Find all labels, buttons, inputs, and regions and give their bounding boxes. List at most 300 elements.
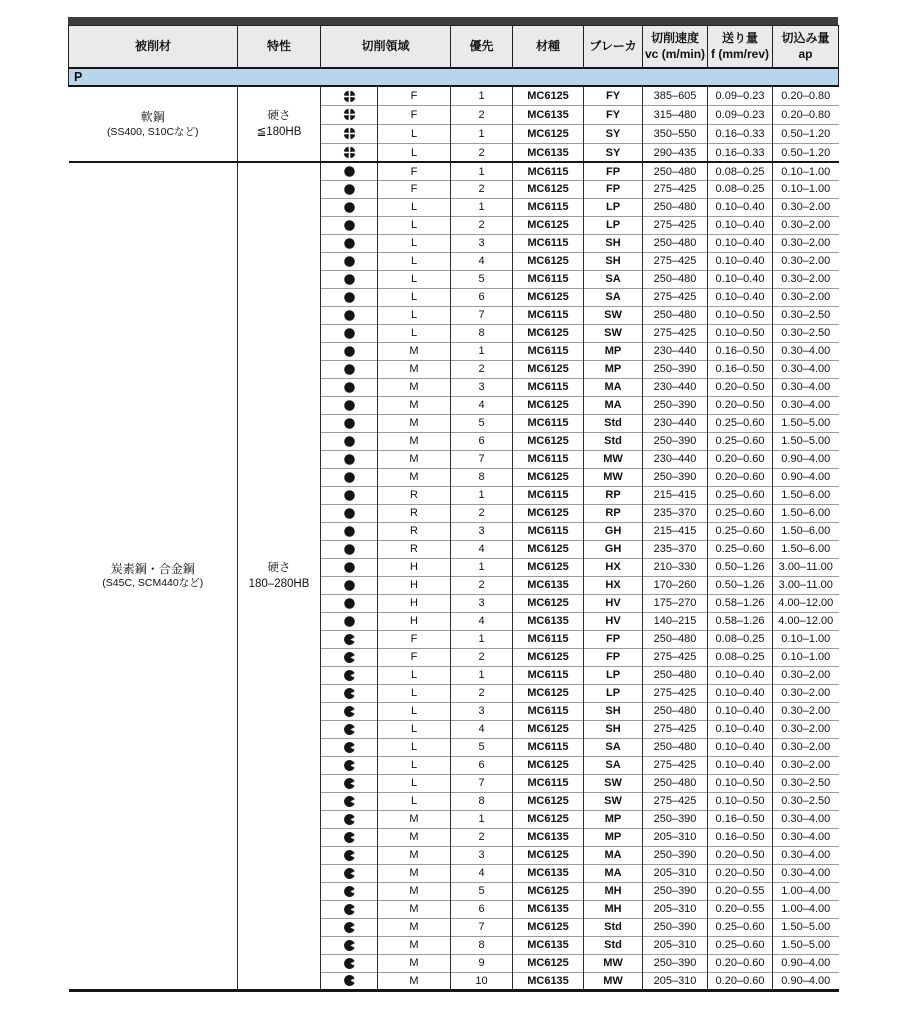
cutting-region-icon-cell: [321, 252, 378, 270]
cutting-conditions-table: [68, 17, 838, 992]
priority-cell: 1: [451, 810, 513, 828]
cutting-region-cell: R: [378, 486, 451, 504]
cutting-region-icon-cell: [321, 684, 378, 702]
depth-cell: 0.30–4.00: [773, 864, 839, 882]
breaker-cell: LP: [584, 666, 643, 684]
cutting-speed-cell: 250–480: [643, 270, 708, 288]
clover-icon: [343, 90, 356, 103]
priority-cell: 4: [451, 396, 513, 414]
filled-circle-icon: [343, 489, 356, 502]
priority-cell: 1: [451, 630, 513, 648]
cutting-region-cell: H: [378, 558, 451, 576]
feed-cell: 0.20–0.60: [708, 468, 773, 486]
grade-cell: MC6115: [513, 162, 584, 180]
depth-cell: 1.50–5.00: [773, 918, 839, 936]
feed-cell: 0.10–0.40: [708, 234, 773, 252]
grade-cell: MC6115: [513, 234, 584, 252]
clover-icon: [343, 108, 356, 121]
cutting-region-icon-cell: [321, 666, 378, 684]
cutting-speed-cell: 250–390: [643, 810, 708, 828]
depth-cell: 0.30–2.50: [773, 306, 839, 324]
col-header-feed: [708, 26, 773, 69]
feed-cell: 0.09–0.23: [708, 105, 773, 124]
feed-cell: 0.20–0.55: [708, 882, 773, 900]
depth-cell: 1.50–5.00: [773, 414, 839, 432]
material-cell: [69, 86, 238, 162]
feed-cell: 0.16–0.50: [708, 810, 773, 828]
grade-cell: MC6125: [513, 810, 584, 828]
breaker-cell: MP: [584, 360, 643, 378]
notched-circle-icon: [343, 957, 356, 970]
cutting-speed-cell: 230–440: [643, 378, 708, 396]
breaker-cell: MA: [584, 378, 643, 396]
priority-cell: 2: [451, 216, 513, 234]
grade-cell: MC6125: [513, 540, 584, 558]
feed-cell: 0.10–0.40: [708, 702, 773, 720]
cutting-region-cell: L: [378, 756, 451, 774]
grade-cell: MC6135: [513, 576, 584, 594]
grade-cell: MC6115: [513, 774, 584, 792]
cutting-speed-cell: 250–390: [643, 432, 708, 450]
priority-cell: 10: [451, 972, 513, 990]
cutting-region-icon-cell: [321, 306, 378, 324]
priority-cell: 2: [451, 684, 513, 702]
cutting-region-cell: M: [378, 468, 451, 486]
grade-cell: MC6125: [513, 216, 584, 234]
notched-circle-icon: [343, 831, 356, 844]
depth-cell: 0.30–2.00: [773, 702, 839, 720]
depth-cell: 0.20–0.80: [773, 105, 839, 124]
feed-cell: 0.10–0.40: [708, 738, 773, 756]
breaker-cell: MW: [584, 468, 643, 486]
cutting-speed-cell: 170–260: [643, 576, 708, 594]
priority-cell: 5: [451, 738, 513, 756]
breaker-cell: GH: [584, 540, 643, 558]
grade-cell: MC6115: [513, 198, 584, 216]
cutting-region-icon-cell: [321, 378, 378, 396]
cutting-speed-cell: 205–310: [643, 936, 708, 954]
feed-cell: 0.58–1.26: [708, 594, 773, 612]
cutting-speed-cell: 250–480: [643, 630, 708, 648]
breaker-cell: HX: [584, 558, 643, 576]
filled-circle-icon: [343, 201, 356, 214]
breaker-cell: SH: [584, 252, 643, 270]
breaker-cell: SY: [584, 124, 643, 143]
depth-cell: 0.30–2.50: [773, 324, 839, 342]
grade-cell: MC6135: [513, 828, 584, 846]
priority-cell: 5: [451, 414, 513, 432]
cutting-speed-cell: 250–480: [643, 702, 708, 720]
col-header-cutting-region: 切削領域: [321, 26, 451, 69]
cutting-speed-cell: 250–390: [643, 846, 708, 864]
notched-circle-icon: [343, 939, 356, 952]
cutting-region-icon-cell: [321, 828, 378, 846]
feed-cell: 0.10–0.50: [708, 324, 773, 342]
cutting-speed-cell: 275–425: [643, 180, 708, 198]
depth-cell: 1.00–4.00: [773, 900, 839, 918]
breaker-cell: SH: [584, 234, 643, 252]
grade-cell: MC6125: [513, 648, 584, 666]
notched-circle-icon: [343, 687, 356, 700]
feed-cell: 0.10–0.40: [708, 270, 773, 288]
cutting-region-icon-cell: [321, 954, 378, 972]
priority-cell: 7: [451, 774, 513, 792]
cutting-speed-cell: 250–480: [643, 738, 708, 756]
grade-cell: MC6115: [513, 522, 584, 540]
depth-cell: 1.00–4.00: [773, 882, 839, 900]
material-name: 炭素鋼・合金鋼: [110, 562, 195, 577]
feed-cell: 0.10–0.40: [708, 216, 773, 234]
breaker-cell: Std: [584, 432, 643, 450]
col-header-grade: 材種: [513, 26, 584, 69]
priority-cell: 4: [451, 612, 513, 630]
cutting-speed-cell: 250–480: [643, 234, 708, 252]
cutting-region-icon-cell: [321, 216, 378, 234]
cutting-region-icon-cell: [321, 846, 378, 864]
cutting-region-cell: M: [378, 450, 451, 468]
breaker-cell: SW: [584, 774, 643, 792]
cutting-speed-cell: 250–480: [643, 774, 708, 792]
grade-cell: MC6125: [513, 288, 584, 306]
material-cell: [69, 162, 238, 990]
cutting-region-cell: M: [378, 342, 451, 360]
priority-cell: 8: [451, 936, 513, 954]
cutting-region-cell: L: [378, 306, 451, 324]
depth-cell: 0.50–1.20: [773, 143, 839, 162]
cutting-region-icon-cell: [321, 972, 378, 990]
feed-cell: 0.10–0.40: [708, 684, 773, 702]
cutting-speed-cell: 275–425: [643, 684, 708, 702]
material-detail: (S45C, SCM440など): [102, 577, 204, 590]
breaker-cell: Std: [584, 414, 643, 432]
breaker-cell: SA: [584, 756, 643, 774]
priority-cell: 2: [451, 504, 513, 522]
depth-cell: 0.30–4.00: [773, 378, 839, 396]
cutting-region-icon-cell: [321, 180, 378, 198]
feed-cell: 0.08–0.25: [708, 630, 773, 648]
cutting-region-icon-cell: [321, 198, 378, 216]
priority-cell: 1: [451, 342, 513, 360]
priority-cell: 6: [451, 288, 513, 306]
grade-cell: MC6115: [513, 738, 584, 756]
cutting-region-icon-cell: [321, 234, 378, 252]
cutting-speed-cell: 250–390: [643, 396, 708, 414]
grade-cell: MC6115: [513, 306, 584, 324]
cutting-speed-cell: 140–215: [643, 612, 708, 630]
breaker-cell: FY: [584, 86, 643, 105]
cutting-region-cell: M: [378, 846, 451, 864]
grade-cell: MC6125: [513, 432, 584, 450]
cutting-speed-cell: 275–425: [643, 648, 708, 666]
feed-cell: 0.25–0.60: [708, 432, 773, 450]
breaker-cell: FP: [584, 180, 643, 198]
depth-cell: 0.30–2.00: [773, 720, 839, 738]
filled-circle-icon: [343, 471, 356, 484]
cutting-region-cell: L: [378, 738, 451, 756]
cutting-speed-cell: 275–425: [643, 216, 708, 234]
priority-cell: 6: [451, 756, 513, 774]
table-top-bar: [68, 17, 838, 25]
cutting-region-cell: L: [378, 216, 451, 234]
notched-circle-icon: [343, 705, 356, 718]
notched-circle-icon: [343, 885, 356, 898]
breaker-cell: HX: [584, 576, 643, 594]
grade-cell: MC6125: [513, 684, 584, 702]
notched-circle-icon: [343, 723, 356, 736]
grade-cell: MC6125: [513, 504, 584, 522]
priority-cell: 2: [451, 828, 513, 846]
feed-cell: 0.20–0.60: [708, 450, 773, 468]
col-header-property: 特性: [238, 26, 321, 69]
priority-cell: 7: [451, 450, 513, 468]
cutting-region-icon-cell: [321, 162, 378, 180]
cutting-region-cell: H: [378, 612, 451, 630]
cutting-region-cell: L: [378, 252, 451, 270]
depth-cell: 0.30–2.00: [773, 756, 839, 774]
priority-cell: 2: [451, 576, 513, 594]
cutting-speed-cell: 205–310: [643, 900, 708, 918]
breaker-cell: MA: [584, 396, 643, 414]
breaker-cell: MW: [584, 450, 643, 468]
feed-cell: 0.25–0.60: [708, 504, 773, 522]
filled-circle-icon: [343, 597, 356, 610]
priority-cell: 4: [451, 252, 513, 270]
cutting-speed-cell: 275–425: [643, 324, 708, 342]
cutting-speed-cell: 250–480: [643, 198, 708, 216]
breaker-cell: SA: [584, 270, 643, 288]
machining-conditions: [68, 25, 839, 992]
filled-circle-icon: [343, 165, 356, 178]
hardness-label: 硬さ: [267, 110, 291, 123]
depth-cell: 0.30–2.50: [773, 774, 839, 792]
cutting-region-cell: R: [378, 522, 451, 540]
grade-cell: MC6125: [513, 124, 584, 143]
grade-cell: MC6135: [513, 972, 584, 990]
breaker-cell: LP: [584, 684, 643, 702]
priority-cell: 4: [451, 864, 513, 882]
depth-unit: ap: [798, 46, 813, 61]
cutting-region-cell: L: [378, 124, 451, 143]
cutting-speed-cell: 275–425: [643, 756, 708, 774]
cutting-region-cell: M: [378, 360, 451, 378]
feed-cell: 0.25–0.60: [708, 540, 773, 558]
grade-cell: MC6135: [513, 864, 584, 882]
feed-cell: 0.16–0.33: [708, 124, 773, 143]
clover-icon: [343, 146, 356, 159]
notched-circle-icon: [343, 921, 356, 934]
cutting-speed-cell: 250–480: [643, 666, 708, 684]
priority-cell: 3: [451, 522, 513, 540]
depth-cell: 0.30–4.00: [773, 828, 839, 846]
cutting-speed-cell: 205–310: [643, 972, 708, 990]
cutting-region-icon-cell: [321, 558, 378, 576]
priority-cell: 8: [451, 792, 513, 810]
feed-cell: 0.20–0.50: [708, 864, 773, 882]
notched-circle-icon: [343, 741, 356, 754]
cutting-region-cell: L: [378, 792, 451, 810]
priority-cell: 4: [451, 540, 513, 558]
cutting-region-icon-cell: [321, 414, 378, 432]
cutting-region-icon-cell: [321, 702, 378, 720]
cutting-region-icon-cell: [321, 342, 378, 360]
grade-cell: MC6115: [513, 486, 584, 504]
cutting-region-cell: L: [378, 198, 451, 216]
cutting-speed-cell: 250–480: [643, 306, 708, 324]
feed-cell: 0.16–0.33: [708, 143, 773, 162]
filled-circle-icon: [343, 273, 356, 286]
priority-cell: 9: [451, 954, 513, 972]
notched-circle-icon: [343, 777, 356, 790]
grade-cell: MC6125: [513, 180, 584, 198]
cutting-region-icon-cell: [321, 774, 378, 792]
cutting-region-icon-cell: [321, 864, 378, 882]
filled-circle-icon: [343, 453, 356, 466]
cutting-region-cell: H: [378, 594, 451, 612]
cutting-region-cell: M: [378, 396, 451, 414]
cutting-region-cell: R: [378, 540, 451, 558]
feed-unit: f (mm/rev): [711, 46, 770, 61]
cutting-region-icon-cell: [321, 756, 378, 774]
cutting-speed-cell: 350–550: [643, 124, 708, 143]
grade-cell: MC6135: [513, 143, 584, 162]
feed-cell: 0.10–0.40: [708, 288, 773, 306]
grade-cell: MC6125: [513, 882, 584, 900]
filled-circle-icon: [343, 399, 356, 412]
cutting-speed-cell: 250–390: [643, 882, 708, 900]
priority-cell: 1: [451, 162, 513, 180]
feed-cell: 0.25–0.60: [708, 522, 773, 540]
depth-cell: 0.10–1.00: [773, 180, 839, 198]
cutting-region-cell: L: [378, 774, 451, 792]
cutting-region-icon-cell: [321, 720, 378, 738]
grade-cell: MC6125: [513, 252, 584, 270]
feed-cell: 0.08–0.25: [708, 648, 773, 666]
cutting-region-cell: M: [378, 972, 451, 990]
cutting-speed-label: 切削速度: [651, 30, 700, 45]
cutting-region-icon-cell: [321, 540, 378, 558]
filled-circle-icon: [343, 543, 356, 556]
depth-cell: 0.50–1.20: [773, 124, 839, 143]
priority-cell: 3: [451, 234, 513, 252]
notched-circle-icon: [343, 974, 356, 987]
priority-cell: 1: [451, 558, 513, 576]
depth-cell: 1.50–5.00: [773, 936, 839, 954]
section-band-row: [69, 68, 839, 86]
breaker-cell: MA: [584, 846, 643, 864]
notched-circle-icon: [343, 849, 356, 862]
feed-cell: 0.10–0.50: [708, 774, 773, 792]
cutting-region-cell: M: [378, 918, 451, 936]
priority-cell: 2: [451, 360, 513, 378]
depth-cell: 0.10–1.00: [773, 648, 839, 666]
breaker-cell: MP: [584, 810, 643, 828]
cutting-region-cell: M: [378, 828, 451, 846]
breaker-cell: MW: [584, 954, 643, 972]
breaker-cell: GH: [584, 522, 643, 540]
cutting-speed-cell: 230–440: [643, 450, 708, 468]
cutting-region-icon-cell: [321, 738, 378, 756]
priority-cell: 3: [451, 378, 513, 396]
feed-cell: 0.10–0.50: [708, 792, 773, 810]
depth-cell: 0.30–4.00: [773, 846, 839, 864]
cutting-region-cell: R: [378, 504, 451, 522]
priority-cell: 3: [451, 702, 513, 720]
cutting-region-cell: M: [378, 432, 451, 450]
depth-label: 切込み量: [781, 30, 830, 45]
depth-cell: 0.30–2.00: [773, 216, 839, 234]
breaker-cell: MW: [584, 972, 643, 990]
feed-cell: 0.58–1.26: [708, 612, 773, 630]
depth-cell: 0.30–2.00: [773, 684, 839, 702]
filled-circle-icon: [343, 615, 356, 628]
hardness-value: 180–280HB: [248, 578, 310, 590]
breaker-cell: LP: [584, 216, 643, 234]
cutting-speed-cell: 250–480: [643, 162, 708, 180]
cutting-region-cell: M: [378, 378, 451, 396]
col-header-cutting-speed: [643, 26, 708, 69]
grade-cell: MC6135: [513, 900, 584, 918]
cutting-region-icon-cell: [321, 288, 378, 306]
breaker-cell: MP: [584, 828, 643, 846]
breaker-cell: SA: [584, 738, 643, 756]
filled-circle-icon: [343, 417, 356, 430]
cutting-speed-cell: 215–415: [643, 486, 708, 504]
cutting-speed-cell: 275–425: [643, 792, 708, 810]
breaker-cell: SA: [584, 288, 643, 306]
table-header: [69, 26, 839, 87]
cutting-region-icon-cell: [321, 143, 378, 162]
cutting-region-cell: L: [378, 288, 451, 306]
depth-cell: 0.30–2.00: [773, 252, 839, 270]
property-cell: [238, 162, 321, 990]
breaker-cell: SY: [584, 143, 643, 162]
cutting-speed-cell: 230–440: [643, 414, 708, 432]
breaker-cell: MA: [584, 864, 643, 882]
cutting-speed-cell: 275–425: [643, 720, 708, 738]
feed-cell: 0.10–0.50: [708, 306, 773, 324]
priority-cell: 2: [451, 180, 513, 198]
cutting-region-cell: L: [378, 720, 451, 738]
grade-cell: MC6125: [513, 792, 584, 810]
cutting-region-icon-cell: [321, 86, 378, 105]
depth-cell: 1.50–6.00: [773, 522, 839, 540]
filled-circle-icon: [343, 327, 356, 340]
notched-circle-icon: [343, 669, 356, 682]
depth-cell: 0.30–4.00: [773, 342, 839, 360]
depth-cell: 4.00–12.00: [773, 612, 839, 630]
priority-cell: 1: [451, 124, 513, 143]
cutting-region-cell: L: [378, 270, 451, 288]
table-row: [69, 86, 839, 105]
depth-cell: 0.30–2.50: [773, 792, 839, 810]
cutting-speed-cell: 275–425: [643, 252, 708, 270]
filled-circle-icon: [343, 237, 356, 250]
cutting-speed-cell: 250–390: [643, 468, 708, 486]
priority-cell: 8: [451, 468, 513, 486]
breaker-cell: SH: [584, 702, 643, 720]
priority-cell: 2: [451, 648, 513, 666]
cutting-region-icon-cell: [321, 648, 378, 666]
feed-label: 送り量: [722, 30, 759, 45]
grade-cell: MC6125: [513, 324, 584, 342]
cutting-region-cell: M: [378, 810, 451, 828]
filled-circle-icon: [343, 579, 356, 592]
filled-circle-icon: [343, 345, 356, 358]
priority-cell: 1: [451, 666, 513, 684]
breaker-cell: FP: [584, 648, 643, 666]
cutting-region-cell: M: [378, 882, 451, 900]
cutting-region-cell: M: [378, 954, 451, 972]
